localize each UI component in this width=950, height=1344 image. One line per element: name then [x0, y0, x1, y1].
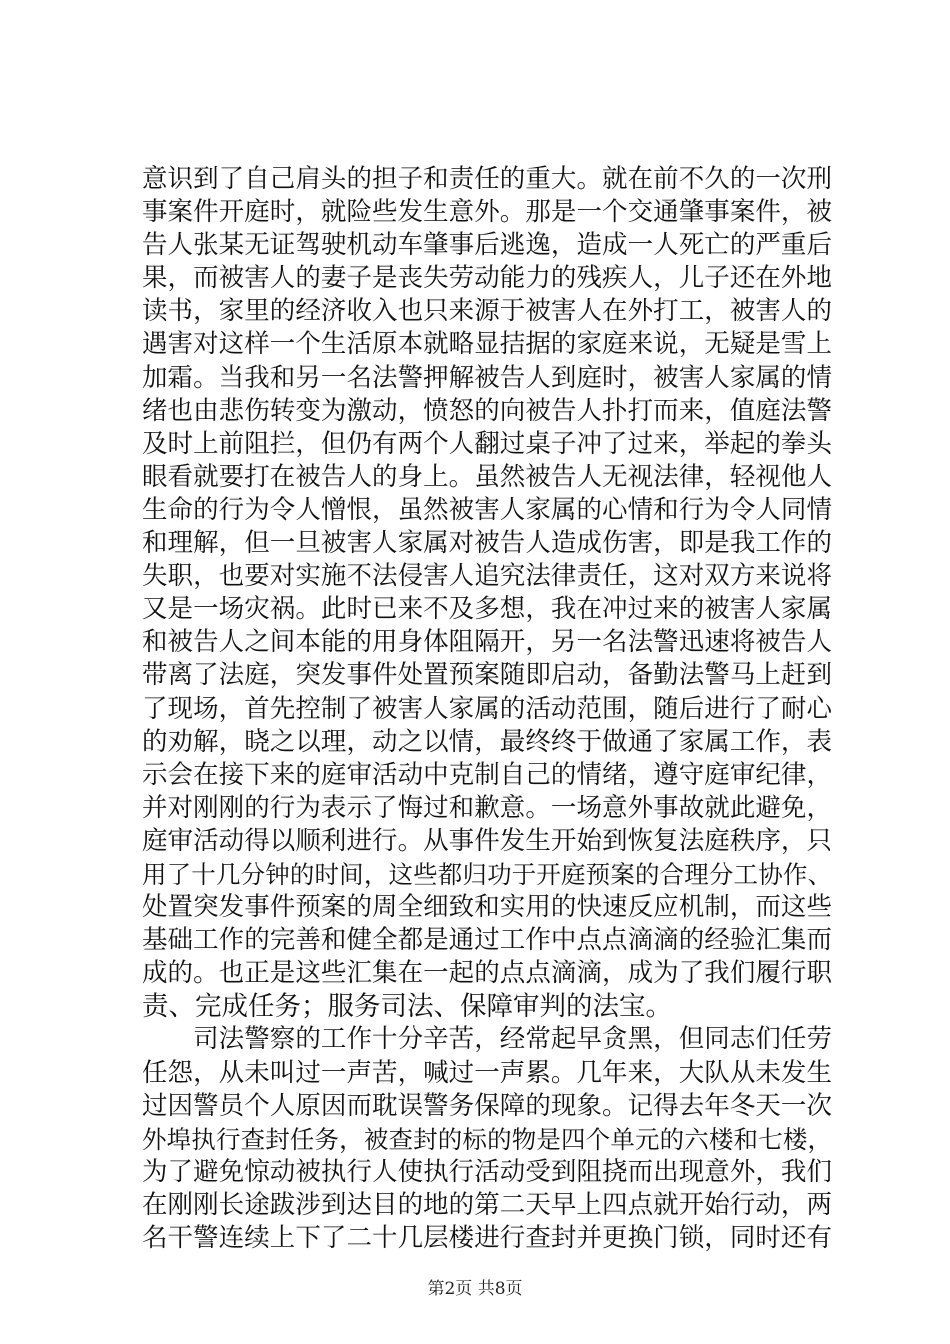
text-line: 生命的行为令人憎恨，虽然被害人家属的心情和行为令人同情: [142, 494, 832, 525]
text-line: 意识到了自己肩头的担子和责任的重大。就在前不久的一次刑: [142, 164, 832, 194]
text-line: 又是一场灾祸。此时已来不及多想，我在冲过来的被害人家属: [142, 594, 832, 625]
text-line: 处置突发事件预案的周全细致和实用的快速反应机制，而这些: [142, 892, 832, 923]
text-line: 庭审活动得以顺利进行。从事件发生开始到恢复法庭秩序，只: [142, 825, 832, 856]
text-line: 责、完成任务；服务司法、保障审判的法宝。: [142, 991, 672, 1023]
text-line: 读书，家里的经济收入也只来源于被害人在外打工，被害人的: [142, 296, 832, 327]
text-line: 事案件开庭时，就险些发生意外。那是一个交通肇事案件，被: [142, 197, 832, 228]
page-footer: 第2页 共8页: [427, 1279, 523, 1299]
text-line: 带离了法庭，突发事件处置预案随即启动，备勤法警马上赶到: [142, 660, 832, 691]
text-line: 绪也由悲伤转变为激动，愤怒的向被告人扑打而来，值庭法警: [142, 395, 832, 426]
text-line: 加霜。当我和另一名法警押解被告人到庭时，被害人家属的情: [142, 362, 832, 393]
text-line: 用了十几分钟的时间，这些都归功于开庭预案的合理分工协作、: [142, 859, 832, 889]
text-line: 果，而被害人的妻子是丧失劳动能力的残疾人，儿子还在外地: [142, 263, 832, 294]
text-line: 的劝解，晓之以理，动之以情，最终终于做通了家属工作，表: [142, 726, 832, 757]
text-line: 及时上前阻拦，但仍有两个人翻过桌子冲了过来，举起的拳头: [142, 428, 832, 459]
text-line: 示会在接下来的庭审活动中克制自己的情绪，遵守庭审纪律，: [142, 759, 832, 790]
text-line: 了现场，首先控制了被害人家属的活动范围，随后进行了耐心: [142, 693, 832, 724]
text-line: 和被告人之间本能的用身体阻隔开，另一名法警迅速将被告人: [142, 627, 832, 658]
text-line: 司法警察的工作十分辛苦，经常起早贪黑，但同志们任劳: [142, 1024, 832, 1055]
document-body: [142, 163, 832, 1255]
text-line: 并对刚刚的行为表示了悔过和歉意。一场意外事故就此避免，: [142, 792, 832, 823]
text-line: 和理解，但一旦被害人家属对被告人造成伤害，即是我工作的: [142, 528, 832, 559]
text-line: 告人张某无证驾驶机动车肇事后逃逸，造成一人死亡的严重后: [142, 230, 832, 261]
text-line: 基础工作的完善和健全都是通过工作中点点滴滴的经验汇集而: [142, 925, 832, 956]
paragraph: [142, 1023, 832, 1255]
text-line: 失职，也要对实施不法侵害人追究法律责任，这对双方来说将: [142, 561, 832, 592]
text-line: 任怨，从未叫过一声苦，喊过一声累。几年来，大队从未发生: [142, 1057, 832, 1088]
text-line: 名干警连续上下了二十几层楼进行查封并更换门锁，同时还有: [142, 1223, 832, 1253]
text-line: 为了避免惊动被执行人使执行活动受到阻挠而出现意外，我们: [142, 1156, 832, 1187]
text-line: 在刚刚长途跋涉到达目的地的第二天早上四点就开始行动，两: [142, 1189, 832, 1220]
text-line: 成的。也正是这些汇集在一起的点点滴滴，成为了我们履行职: [142, 958, 832, 989]
text-line: 外埠执行查封任务，被查封的标的物是四个单元的六楼和七楼，: [142, 1124, 832, 1154]
text-line: 眼看就要打在被告人的身上。虽然被告人无视法律，轻视他人: [142, 461, 832, 492]
text-line: 遇害对这样一个生活原本就略显拮据的家庭来说，无疑是雪上: [142, 329, 832, 360]
text-line: 过因警员个人原因而耽误警务保障的现象。记得去年冬天一次: [142, 1090, 832, 1121]
paragraph: [142, 163, 832, 1023]
